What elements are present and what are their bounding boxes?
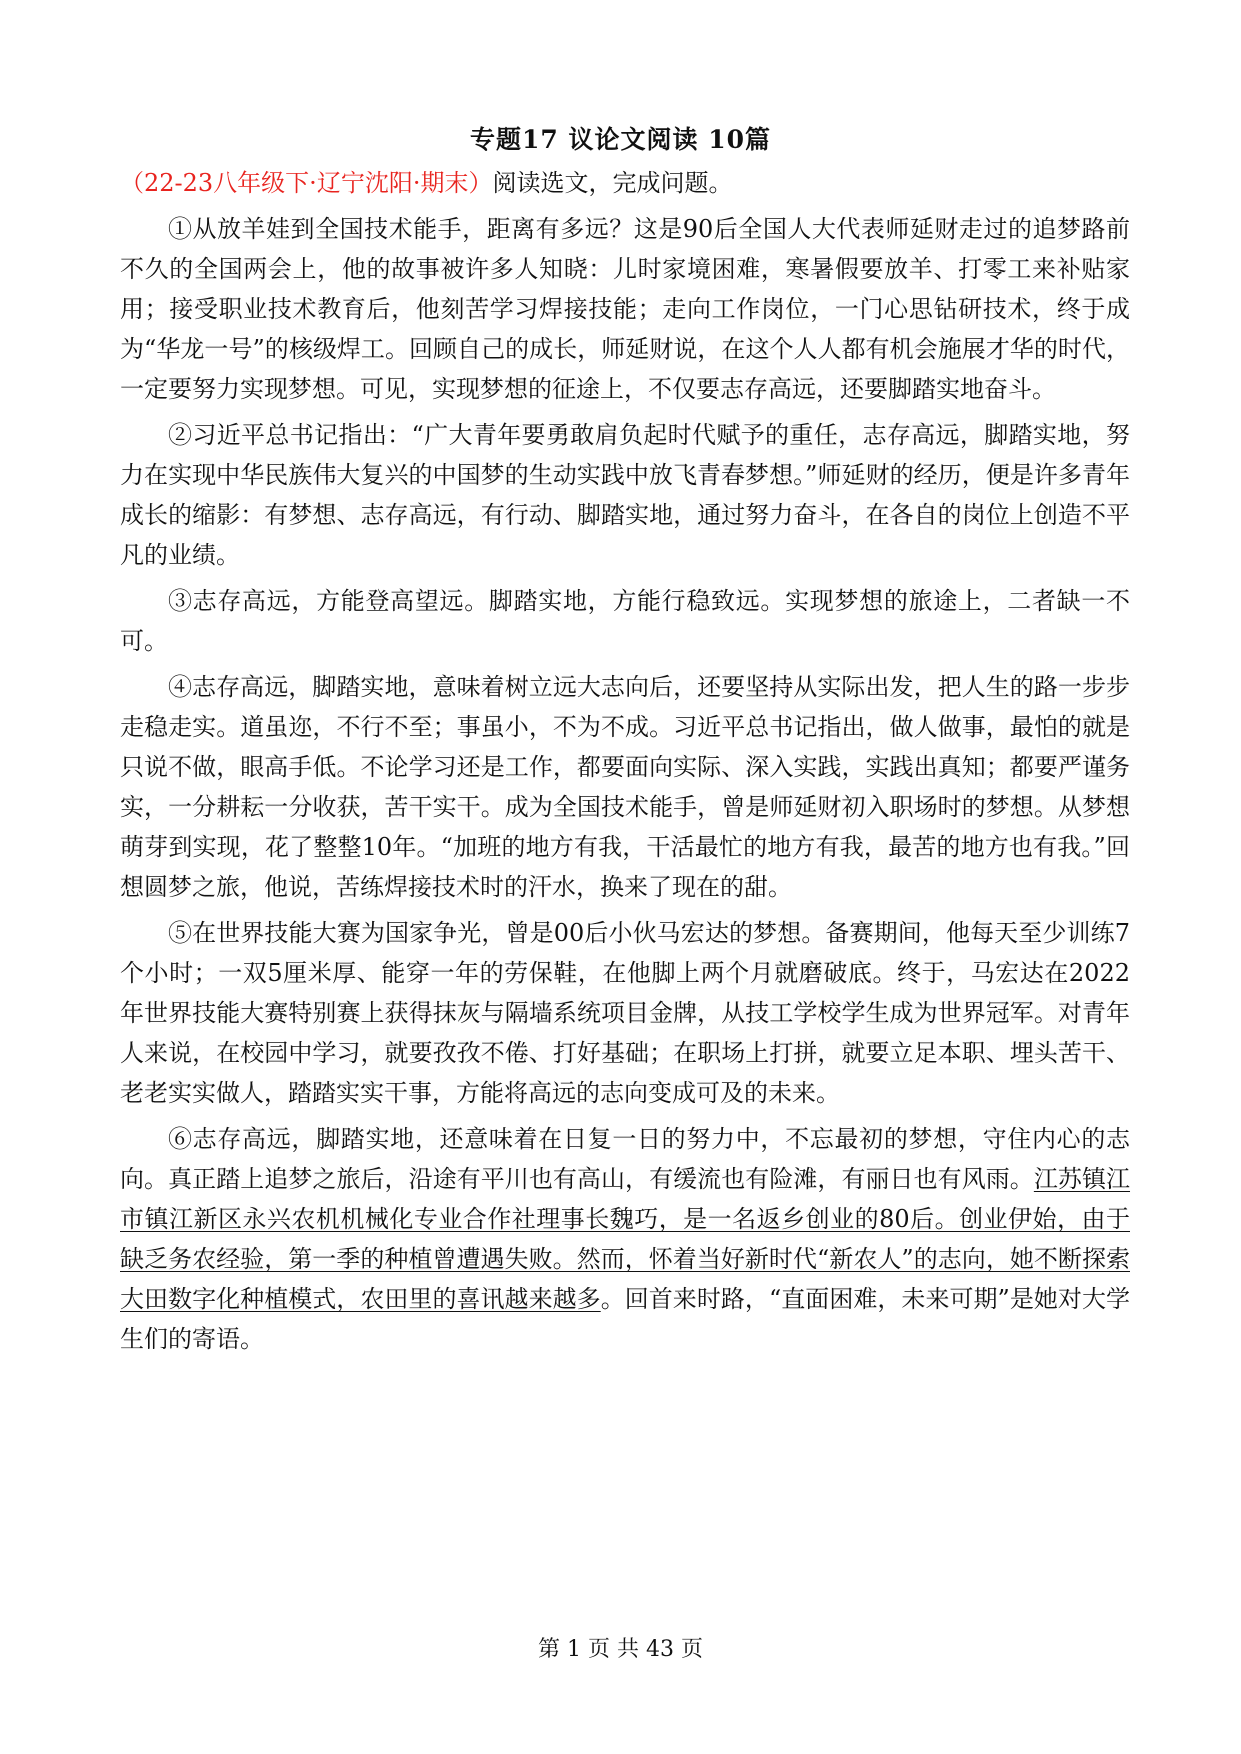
- document-body: [120, 163, 1130, 1365]
- question-intro: [120, 163, 1130, 203]
- question-source: （22-23八年级下·辽宁沈阳·期末）: [120, 169, 493, 197]
- paragraph-1: ①从放羊娃到全国技术能手，距离有多远？这是90后全国人大代表师延财走过的追梦路前不久的全国两会上，他的故事被许多人知晓：儿时家境困难，寒暑假要放羊、打零工来补贴家用；接受职业技术教育后，他刻苦学习焊接技能；走向工作岗位，一门心思钻研技术，终于成为“华龙一号”的核级焊工。回顾自己的成长，师延财说，在这个人人都有机会施展才华的时代，一定要努力实现梦想。可见，实现梦想的征途上，不仅要志存高远，还要脚踏实地奋斗。: [120, 215, 1130, 403]
- paragraph-4: ④志存高远，脚踏实地，意味着树立远大志向后，还要坚持从实际出发，把人生的路一步步走稳走实。道虽迩，不行不至；事虽小，不为不成。习近平总书记指出，做人做事，最怕的就是只说不做，眼高手低。不论学习还是工作，都要面向实际、深入实践，实践出真知；都要严谨务实，一分耕耘一分收获，苦干实干。成为全国技术能手，曾是师延财初入职场时的梦想。从梦想萌芽到实现，花了整整10年。“加班的地方有我，干活最忙的地方有我，最苦的地方也有我。”回想圆梦之旅，他说，苦练焊接技术时的汗水，换来了现在的甜。: [120, 673, 1130, 901]
- paragraph-6-lead: ⑥志存高远，脚踏实地，还意味着在日复一日的努力中，不忘最初的梦想，守住内心的志向。真正踏上追梦之旅后，沿途有平川也有高山，有缓流也有险滩，有丽日也有风雨。: [120, 1125, 1130, 1193]
- paragraph-6-underlined-text: 江苏镇江市镇江新区永兴农机机械化专业合作社理事长魏巧，是一名返乡创业的80后。创业伊始，由于缺乏务农经验，第一季的种植曾遭遇失败。然而，怀着当好新时代“新农人”的志向，她不断探索大田数字化种植模式，农田里的喜讯越来越多: [120, 1165, 1131, 1313]
- paragraph-2: ②习近平总书记指出：“广大青年要勇敢肩负起时代赋予的重任，志存高远，脚踏实地，努力在实现中华民族伟大复兴的中国梦的生动实践中放飞青春梦想。”师延财的经历，便是许多青年成长的缩影：有梦想、志存高远，有行动、脚踏实地，通过努力奋斗，在各自的岗位上创造不平凡的业绩。: [120, 421, 1130, 569]
- question-instruction: 阅读选文，完成问题。: [492, 169, 733, 197]
- page-number: 第 1 页 共 43 页: [538, 1637, 703, 1662]
- paragraph-6: [120, 1119, 1130, 1359]
- paragraph-3: ③志存高远，方能登高望远。脚踏实地，方能行稳致远。实现梦想的旅途上，二者缺一不可。: [120, 587, 1130, 655]
- paragraph-6-tail: 。回首来时路，“直面困难，未来可期”是她对大学生们的寄语。: [120, 1285, 1131, 1353]
- document-title: 专题17 议论文阅读 10篇: [470, 125, 771, 154]
- paragraph-5: ⑤在世界技能大赛为国家争光，曾是00后小伙马宏达的梦想。备赛期间，他每天至少训练7个小时；一双5厘米厚、能穿一年的劳保鞋，在他脚上两个月就磨破底。终于，马宏达在2022年世界技能大赛特别赛上获得抹灰与隔墙系统项目金牌，从技工学校学生成为世界冠军。对青年人来说，在校园中学习，就要孜孜不倦、打好基础；在职场上打拼，就要立足本职、埋头苦干、老老实实做人，踏踏实实干事，方能将高远的志向变成可及的未来。: [120, 919, 1130, 1107]
